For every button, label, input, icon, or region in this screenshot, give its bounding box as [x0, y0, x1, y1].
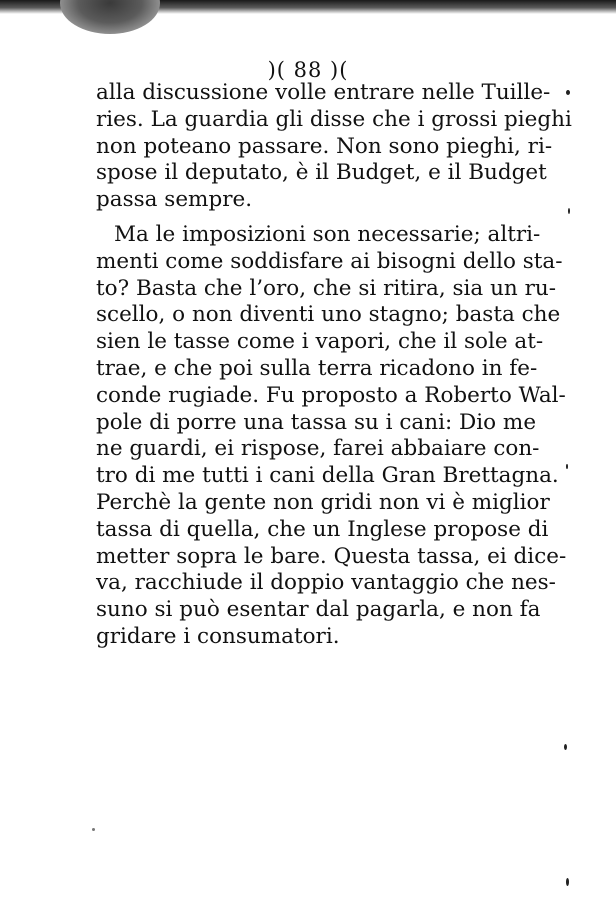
text-line: ne guardi, ei rispose, farei abbaiare con-	[96, 436, 540, 462]
text-line: to? Basta che l’oro, che si ritira, sia un ru-	[96, 275, 556, 301]
text-line: Perchè la gente non gridi non vi è miglior	[96, 489, 550, 515]
text-line: conde rugiade. Fu proposto a Roberto Wal-	[96, 382, 566, 408]
text-line: passa sempre.	[96, 187, 253, 213]
text-line: spose il deputato, è il Budget, e il Budget	[96, 160, 547, 186]
text-line: tro di me tutti i cani della Gran Brettagna.	[96, 463, 559, 489]
text-line: Ma le imposizioni son necessarie; altri-	[114, 221, 541, 247]
scan-speck	[566, 90, 570, 95]
text-line: alla discussione volle entrare nelle Tuille-	[96, 80, 551, 105]
text-line: pole di porre una tassa su i cani: Dio me	[96, 409, 537, 435]
text-line: tassa di quella, che un Inglese propose di	[96, 516, 549, 542]
paragraph-gap	[96, 214, 516, 222]
text-line: va, racchiude il doppio vantaggio che nes-	[96, 570, 556, 596]
text-line: non poteano passare. Non sono pieghi, ri-	[96, 133, 553, 159]
binding-shadow	[60, 0, 160, 34]
scan-speck	[566, 878, 569, 886]
text-line: trae, e che poi sulla terra ricadono in fe-	[96, 355, 538, 381]
paragraph-1	[96, 80, 572, 214]
text-line: ries. La guardia gli disse che i grossi pieghi	[96, 106, 572, 132]
text-line: menti come soddisfare ai bisogni dello sta-	[96, 248, 563, 274]
body-text	[96, 80, 572, 651]
scan-speck	[564, 744, 567, 750]
scan-speck	[566, 464, 568, 469]
page-number: )( 88 )(	[267, 58, 349, 82]
paragraph-2	[96, 221, 567, 651]
scan-speck	[92, 828, 95, 831]
text-line: metter sopra le bare. Questa tassa, ei dice-	[96, 543, 567, 569]
scan-speck	[568, 208, 570, 214]
text-line: sien le tasse come i vapori, che il sole at-	[96, 329, 544, 355]
text-line: scello, o non diventi uno stagno; basta che	[96, 302, 561, 328]
text-line: suno si può esentar dal pagarla, e non fa	[96, 597, 541, 623]
text-line: gridare i consumatori.	[96, 623, 340, 649]
